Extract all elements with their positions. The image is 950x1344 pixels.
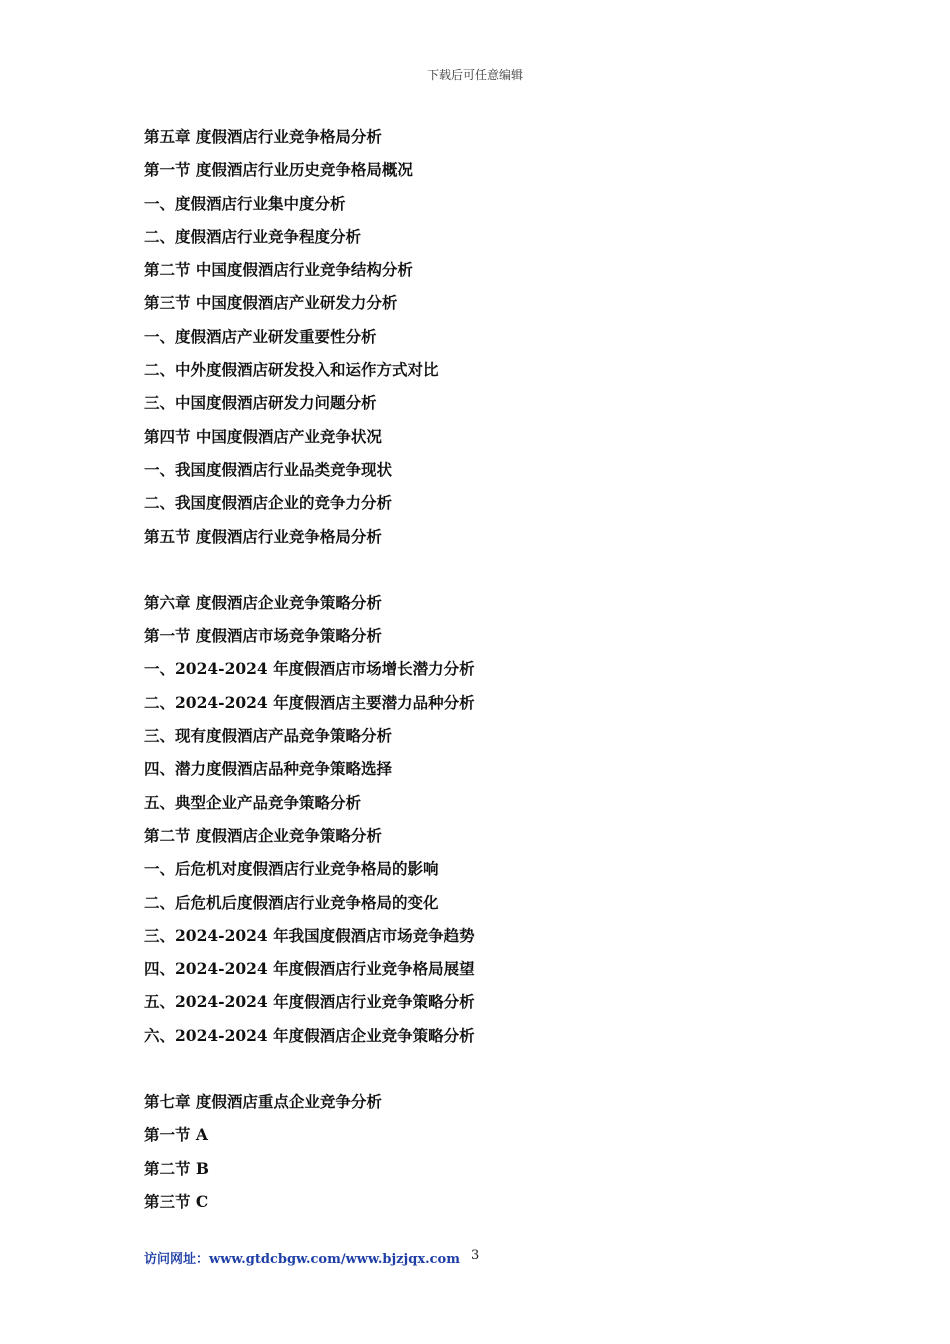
subsection-item: 五、典型企业产品竞争策略分析 bbox=[144, 792, 362, 812]
subsection-item: 一、后危机对度假酒店行业竞争格局的影响 bbox=[144, 859, 439, 879]
section-heading: 第一节 度假酒店市场竞争策略分析 bbox=[144, 626, 382, 646]
subsection-item: 二、度假酒店行业竞争程度分析 bbox=[144, 226, 362, 246]
section-heading: 第一节 度假酒店行业历史竞争格局概况 bbox=[144, 160, 413, 180]
subsection-item: 三、现有度假酒店产品竞争策略分析 bbox=[144, 726, 393, 746]
subsection-item: 一、度假酒店行业集中度分析 bbox=[144, 193, 346, 213]
subsection-item: 二、2024-2024 年度假酒店主要潜力品种分析 bbox=[144, 692, 475, 712]
toc-chapter-7 bbox=[144, 1085, 824, 1218]
subsection-item: 二、中外度假酒店研发投入和运作方式对比 bbox=[144, 360, 439, 380]
chapter-heading: 第七章 度假酒店重点企业竞争分析 bbox=[144, 1092, 382, 1112]
subsection-item: 一、度假酒店产业研发重要性分析 bbox=[144, 326, 377, 346]
website-link[interactable]: 访问网址：www.gtdcbgw.com/www.bjzjqx.com bbox=[144, 1252, 460, 1267]
subsection-item: 一、我国度假酒店行业品类竞争现状 bbox=[144, 459, 393, 479]
section-heading: 第二节 度假酒店企业竞争策略分析 bbox=[144, 825, 382, 845]
subsection-item: 四、潜力度假酒店品种竞争策略选择 bbox=[144, 759, 393, 779]
table-of-contents bbox=[144, 120, 824, 1251]
subsection-item: 二、后危机后度假酒店行业竞争格局的变化 bbox=[144, 892, 439, 912]
section-heading: 第三节 C bbox=[144, 1191, 209, 1211]
page-number: 3 bbox=[471, 1248, 480, 1263]
subsection-item: 六、2024-2024 年度假酒店企业竞争策略分析 bbox=[144, 1025, 475, 1045]
subsection-item: 五、2024-2024 年度假酒店行业竞争策略分析 bbox=[144, 992, 475, 1012]
section-heading: 第二节 B bbox=[144, 1158, 209, 1178]
section-heading: 第二节 中国度假酒店行业竞争结构分析 bbox=[144, 260, 413, 280]
section-heading: 第五节 度假酒店行业竞争格局分析 bbox=[144, 526, 382, 546]
page-header: 下载后可任意编辑 bbox=[426, 68, 523, 82]
chapter-heading: 第六章 度假酒店企业竞争策略分析 bbox=[144, 592, 382, 612]
section-heading: 第三节 中国度假酒店产业研发力分析 bbox=[144, 293, 398, 313]
subsection-item: 三、中国度假酒店研发力问题分析 bbox=[144, 393, 377, 413]
section-heading: 第四节 中国度假酒店产业竞争状况 bbox=[144, 426, 382, 446]
subsection-item: 三、2024-2024 年我国度假酒店市场竞争趋势 bbox=[144, 925, 475, 945]
section-heading: 第一节 A bbox=[144, 1125, 208, 1145]
subsection-item: 一、2024-2024 年度假酒店市场增长潜力分析 bbox=[144, 659, 475, 679]
chapter-heading: 第五章 度假酒店行业竞争格局分析 bbox=[144, 127, 382, 146]
subsection-item: 四、2024-2024 年度假酒店行业竞争格局展望 bbox=[144, 959, 475, 979]
toc-chapter-5 bbox=[144, 120, 824, 553]
page-footer bbox=[144, 1248, 844, 1267]
subsection-item: 二、我国度假酒店企业的竞争力分析 bbox=[144, 493, 393, 513]
toc-chapter-6 bbox=[144, 586, 824, 1052]
